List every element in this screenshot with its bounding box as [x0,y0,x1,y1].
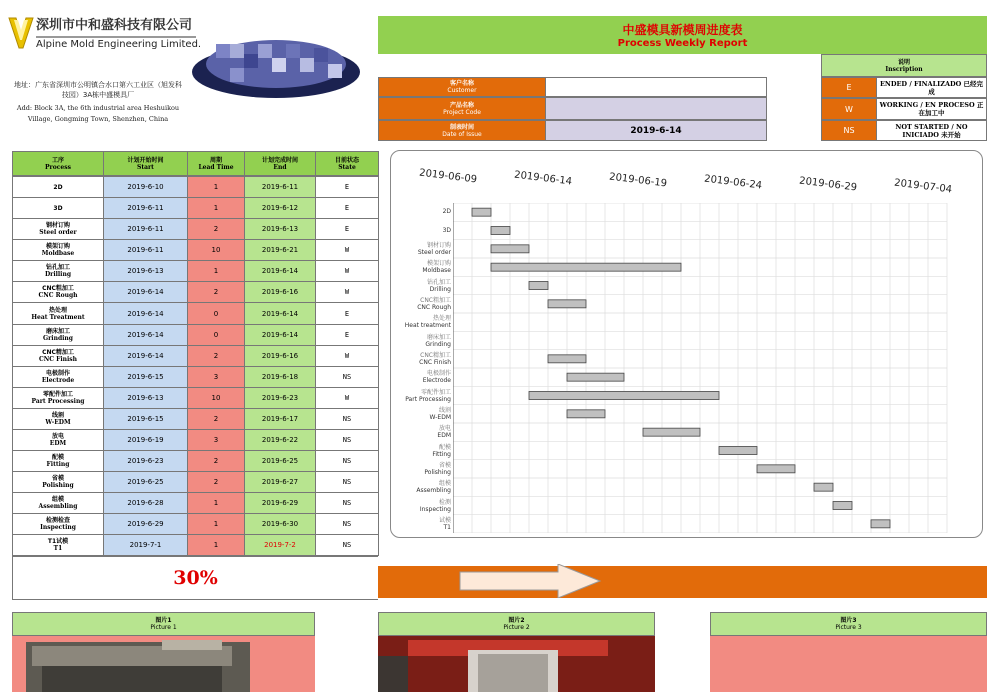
gantt-task-label [405,389,451,403]
table-row-state: NS [315,366,379,388]
customer-value [545,77,767,97]
gantt-task-label-cn: 检测 [438,498,451,506]
table-row-end: 2019-6-25 [244,450,316,472]
table-row-start: 2019-6-28 [103,492,188,514]
table-row-process: 配模 Fitting [12,450,104,472]
legend-text-0: ENDED / FINALIZADO 已经完成 [876,77,987,98]
gantt-bar [719,447,757,455]
table-row-end: 2019-6-21 [244,239,316,261]
table-row-process: T1试模 T1 [12,534,104,556]
table-row-state: NS [315,471,379,493]
gantt-task-label-en: 3D [442,226,451,234]
project-value [545,97,767,120]
table-row-lead: 1 [187,492,245,514]
date-label: 制表时间 Date of Issue [378,120,546,141]
table-header-1: 计划开始时间 Start [103,151,188,176]
table-row-state: W [315,387,379,409]
gantt-bar [491,227,510,235]
gantt-task-label-cn: 配模 [438,443,451,451]
gantt-task-label-en: Grinding [425,340,451,348]
table-header-0: 工序 Process [12,151,104,176]
gantt-task-label-en: Electrode [422,377,451,385]
project-label: 产品名称 Project Code [378,97,546,120]
table-row-start: 2019-6-25 [103,471,188,493]
photo-press [378,636,655,692]
gantt-tick-label: 2019-07-04 [893,177,953,196]
table-row-process: 钢材订购 Steel order [12,218,104,240]
report-title-cn: 中盛模具新模周进度表 [622,23,743,37]
table-header-3: 计划完成时间 End [244,151,316,176]
table-row-process: 省模 Polishing [12,471,104,493]
gantt-task-label [418,242,451,256]
table-row-process: CNC精加工 CNC Finish [12,345,104,367]
gantt-task-label-cn: 磨床加工 [426,333,451,341]
table-row-start: 2019-7-1 [103,534,188,556]
gantt-task-label-cn: 组模 [438,480,451,488]
gantt-bar [491,263,681,271]
legend-code-1: W [821,98,877,120]
gantt-task-label [416,480,451,494]
gantt-bar [833,502,852,510]
gantt-task-label-en: Heat treatment [404,322,451,330]
table-row-end: 2019-6-22 [244,429,316,451]
gantt-task-label-en: Part Processing [405,395,451,403]
legend-header: 说明 Inscription [821,54,987,77]
gantt-task-label-en: EDM [437,432,451,440]
table-row-start: 2019-6-13 [103,260,188,282]
gantt-task-label [443,208,451,215]
gantt-task-labels [391,203,451,533]
table-row-lead: 3 [187,429,245,451]
table-row-process: 钻孔加工 Drilling [12,260,104,282]
table-row-end: 2019-6-27 [244,471,316,493]
table-row-state: NS [315,534,379,556]
legend-text-2: NOT STARTED / NO INICIADO 未开始 [876,120,987,141]
table-row-state: W [315,260,379,282]
company-address-cn: 地址：广东省深圳市公明镇合水口第六工业区（旭发科技园）3A栋中盛模具厂 [14,81,182,99]
gantt-task-label-cn: 放电 [438,425,451,433]
table-row-lead: 0 [187,302,245,324]
table-row-process: 组模 Assembling [12,492,104,514]
table-row-start: 2019-6-23 [103,450,188,472]
table-row-lead: 3 [187,366,245,388]
gantt-task-label-en: W-EDM [429,413,451,421]
gantt-tick-label: 2019-06-09 [418,167,478,186]
table-header-2: 周期 Lead Time [187,151,245,176]
company-name-cn: 深圳市中和盛科技有限公司 [36,18,193,33]
gantt-bar [472,208,491,216]
gantt-task-label-cn: 零配件加工 [420,388,451,396]
legend-code-0: E [821,77,877,98]
gantt-task-label [422,260,451,274]
table-row-start: 2019-6-29 [103,513,188,535]
gantt-task-label-cn: CNC粗加工 [420,296,451,304]
table-row-state: E [315,218,379,240]
table-row-process: CNC粗加工 CNC Rough [12,281,104,303]
table-row-end: 2019-6-11 [244,176,316,198]
gantt-task-label [427,279,451,293]
customer-label: 客户名称 Customer [378,77,546,97]
table-row-start: 2019-6-19 [103,429,188,451]
table-row-end: 2019-6-16 [244,281,316,303]
gantt-bar [548,355,586,363]
gantt-task-label-en: T1 [443,523,451,531]
table-row-end: 2019-6-16 [244,345,316,367]
gantt-task-label-en: CNC Finish [419,358,451,366]
gantt-task-label-en: Moldbase [422,267,451,275]
table-header-4: 目前状态 State [315,151,379,176]
photo-machine [12,636,315,692]
gantt-task-label-en: Polishing [424,468,451,476]
gantt-tick-label: 2019-06-29 [798,175,858,194]
progress-percent: 30% [173,567,218,589]
table-row-process: 3D [12,197,104,219]
legend-text-1: WORKING / EN PROCESO 正在加工中 [876,98,987,120]
picture-header-1: 图片1 Picture 1 [12,612,315,636]
gantt-bar [548,300,586,308]
company-logo [8,14,34,52]
table-row-start: 2019-6-15 [103,408,188,430]
table-row-end: 2019-6-14 [244,324,316,346]
gantt-task-label [432,444,451,458]
gantt-tick-label: 2019-06-19 [608,171,668,190]
picture-header-2: 图片2 Picture 2 [378,612,655,636]
gantt-task-label-cn: 电极制作 [426,370,451,378]
gantt-task-label-cn: 模架订购 [426,260,451,268]
table-row-start: 2019-6-10 [103,176,188,198]
table-row-state: E [315,302,379,324]
logo-icon [8,14,34,52]
gantt-chart [390,150,983,538]
table-row-process: 电极制作 Electrode [12,366,104,388]
gantt-task-label [443,227,451,234]
table-row-end: 2019-6-17 [244,408,316,430]
table-row-start: 2019-6-14 [103,345,188,367]
gantt-task-label [425,334,451,348]
gantt-task-label-en: 2D [442,208,451,216]
table-row-end: 2019-6-29 [244,492,316,514]
progress-bar [378,556,987,600]
table-row-process: 2D [12,176,104,198]
gantt-plot [453,203,953,533]
gantt-task-label-cn: 钢材订购 [426,241,451,249]
table-row-lead: 2 [187,450,245,472]
table-row-state: NS [315,513,379,535]
table-row-lead: 2 [187,471,245,493]
table-row-end: 2019-6-18 [244,366,316,388]
gantt-task-label [424,462,451,476]
table-row-state: NS [315,429,379,451]
gantt-task-label-en: Assembling [416,487,451,495]
table-row-lead: 1 [187,534,245,556]
table-row-state: E [315,176,379,198]
table-row-state: W [315,239,379,261]
gantt-bar [567,373,624,381]
gantt-bar [529,392,719,400]
gantt-tick-label: 2019-06-24 [703,173,763,192]
table-row-state: E [315,324,379,346]
gantt-task-label [419,352,451,366]
table-row-end: 2019-7-2 [244,534,316,556]
table-row-end: 2019-6-12 [244,197,316,219]
table-row-state: W [315,345,379,367]
gantt-task-label-en: Steel order [417,248,451,256]
table-row-start: 2019-6-15 [103,366,188,388]
legend-code-2: NS [821,120,877,141]
table-row-process: 线割 W-EDM [12,408,104,430]
gantt-task-label [423,370,451,384]
table-row-lead: 1 [187,197,245,219]
table-row-start: 2019-6-11 [103,239,188,261]
gantt-task-label [437,425,451,439]
table-row-lead: 2 [187,345,245,367]
table-row-end: 2019-6-14 [244,260,316,282]
table-row-process: 磨床加工 Grinding [12,324,104,346]
date-value: 2019-6-14 [545,120,767,141]
picture-3 [710,636,987,692]
picture-header-3: 图片3 Picture 3 [710,612,987,636]
table-row-state: E [315,197,379,219]
table-row-end: 2019-6-23 [244,387,316,409]
report-title [378,16,987,54]
table-row-lead: 2 [187,218,245,240]
table-row-state: W [315,281,379,303]
table-row-start: 2019-6-11 [103,197,188,219]
picture-1 [12,636,315,692]
gantt-task-label-cn: 热处理 [432,315,451,323]
table-row-lead: 1 [187,513,245,535]
table-row-start: 2019-6-14 [103,302,188,324]
gantt-task-label [417,297,451,311]
table-row-start: 2019-6-11 [103,218,188,240]
table-row-lead: 10 [187,387,245,409]
table-row-state: NS [315,492,379,514]
gantt-task-label-cn: CNC精加工 [420,351,451,359]
table-row-lead: 1 [187,260,245,282]
picture-2 [378,636,655,692]
table-row-start: 2019-6-14 [103,324,188,346]
table-row-process: 热处理 Heat Treatment [12,302,104,324]
table-row-lead: 1 [187,176,245,198]
table-row-lead: 2 [187,408,245,430]
table-row-process: 放电 EDM [12,429,104,451]
gantt-tick-label: 2019-06-14 [513,169,573,188]
table-row-start: 2019-6-14 [103,281,188,303]
progress-box [12,556,379,600]
gantt-bar [567,410,605,418]
gantt-bar [643,428,700,436]
gantt-task-label [420,499,451,513]
table-row-end: 2019-6-13 [244,218,316,240]
table-row-lead: 2 [187,281,245,303]
table-row-lead: 0 [187,324,245,346]
table-row-process: 模架订购 Moldbase [12,239,104,261]
table-row-state: NS [315,450,379,472]
table-row-start: 2019-6-13 [103,387,188,409]
gantt-task-label [439,517,451,531]
arrow-right-icon [458,564,608,598]
table-row-lead: 10 [187,239,245,261]
table-row-end: 2019-6-14 [244,302,316,324]
product-image [186,24,366,104]
gantt-task-label-en: Inspecting [419,505,451,513]
company-name-en: Alpine Mold Engineering Limited. [36,36,196,50]
table-row-process: 检测检查 Inspecting [12,513,104,535]
gantt-bar [871,520,890,528]
gantt-task-label-cn: 钻孔加工 [426,278,451,286]
table-row-process: 零配件加工 Part Processing [12,387,104,409]
gantt-task-label-en: Drilling [429,285,451,293]
gantt-task-label [430,407,451,421]
gantt-task-label-cn: 省模 [438,461,451,469]
gantt-task-label-en: Fitting [432,450,451,458]
report-title-en: Process Weekly Report [617,38,748,49]
gantt-bar [491,245,529,253]
gantt-task-label [405,315,451,329]
gantt-task-label-en: CNC Rough [417,303,451,311]
company-address-en: Add: Block 3A, the 6th industrial area Heshuikou Village, Gongming Town, Shenzhen, China [16,104,180,123]
gantt-task-label-cn: 线割 [438,406,451,414]
gantt-bar [757,465,795,473]
gantt-bar [814,483,833,491]
table-row-state: NS [315,408,379,430]
gantt-task-label-cn: 试模 [438,516,451,524]
gantt-bar [529,282,548,290]
table-row-end: 2019-6-30 [244,513,316,535]
